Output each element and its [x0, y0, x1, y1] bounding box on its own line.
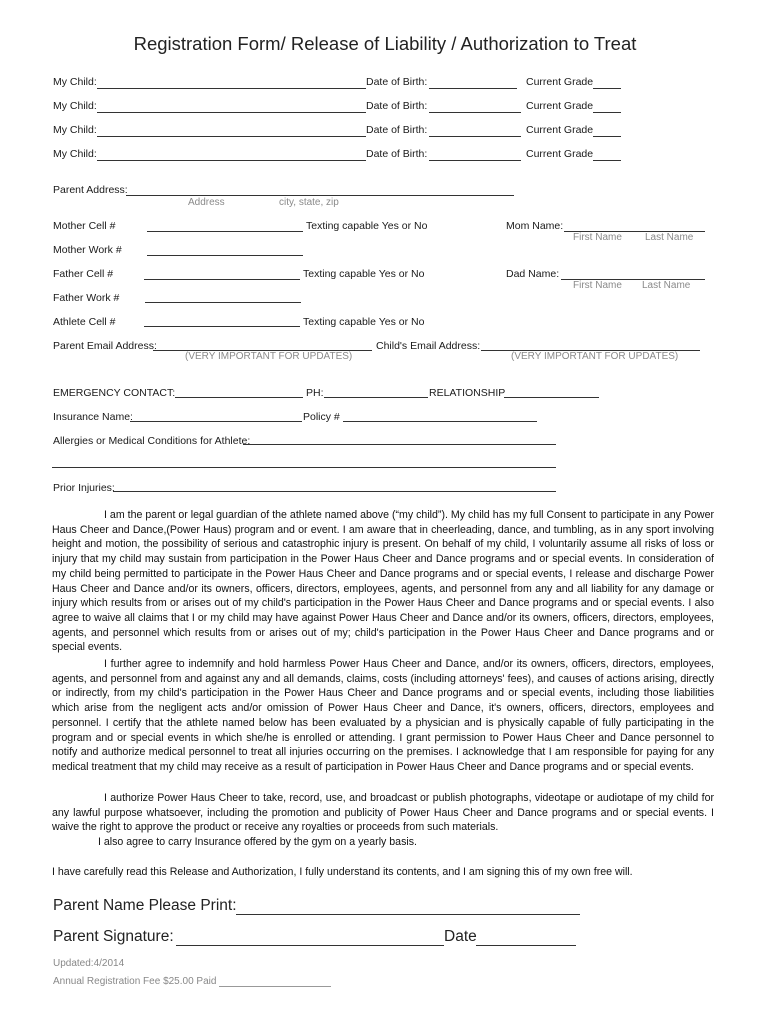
date-field[interactable]: [476, 945, 576, 946]
registration-fee-label: Annual Registration Fee $25.00 Paid: [53, 976, 217, 987]
dob-label: Date of Birth:: [366, 100, 428, 112]
parent-email-note: (VERY IMPORTANT FOR UPDATES): [185, 351, 353, 362]
father-work-label: Father Work #: [53, 292, 120, 304]
release-paragraph-2: I further agree to indemnify and hold harmless Power Haus Cheer and Dance, and/or its owners, officers, directors, employees, agents, and personnel from and against any and all demands, claims, costs (including attorneys' fees), and causes of actions arising, directly or indirectly, from my child's participation in the Power Haus Cheer and Dance programs and or special events, including those liabilities which arise from the negligent acts and/or omission of Power Haus Cheer and Dance, it's owners, officers, directors, employees and personnel. I certify that the athlete named below has been evaluated by a physician and is physically capable of fully participating in the program and or special events in which she/he is enrolled or attending. I grant permission to Power Haus Cheer and Dance personnel to notify and authorize medical personnel to treat all injuries occurring on the premises. I acknowledge that I am responsible for paying for any medical treatment that my child may receive as a result of participation in Power Haus Cheer and Dance programs and or special events.: [52, 658, 714, 773]
child-name-field[interactable]: [97, 88, 366, 89]
father-texting-label: Texting capable Yes or No: [303, 268, 425, 280]
dob-label: Date of Birth:: [366, 124, 428, 136]
child-label: My Child:: [53, 76, 97, 88]
phone-label: PH:: [306, 387, 324, 399]
grade-label: Current Grade: [526, 76, 594, 88]
child-name-field[interactable]: [97, 136, 366, 137]
dob-label: Date of Birth:: [366, 76, 428, 88]
grade-label: Current Grade: [526, 124, 594, 136]
acknowledgement-statement: I have carefully read this Release and Authorization, I fully understand its contents, and I am signing this of my own free will.: [52, 866, 633, 878]
parent-signature-field[interactable]: [176, 945, 444, 946]
allergies-label: Allergies or Medical Conditions for Athlete:: [53, 435, 251, 447]
policy-field[interactable]: [343, 421, 537, 422]
insurance-agreement: I also agree to carry Insurance offered by the gym on a yearly basis.: [98, 836, 417, 848]
parent-name-print-field[interactable]: [236, 914, 580, 915]
mother-cell-label: Mother Cell #: [53, 220, 116, 232]
child-label: My Child:: [53, 124, 97, 136]
grade-field[interactable]: [593, 160, 621, 161]
father-cell-label: Father Cell #: [53, 268, 114, 280]
grade-label: Current Grade: [526, 100, 594, 112]
athlete-cell-field[interactable]: [144, 326, 300, 327]
release-paragraph-1: I am the parent or legal guardian of the athlete named above (“my child”). My child has my full Consent to participate in any Power Haus Cheer and Dance,(Power Haus) program and or event. I am aware that in cheerleading, dance, and tumbling, as in any sport involving height and motion, the possibility of serious and catastrophic injury is present. On behalf of my child, I voluntarily assume all risks of loss or injury that my child may sustain from participation in the Power Haus Cheer and Dance programs and or special events. In consideration of my child being permitted to participate in the Power Haus Cheer and Dance programs and or special events, I release and discharge Power Haus Cheer and Dance and/or its owners, officers, directors, employees, agents, and personnel from any and all liability for any damage or injury which results from or arises out of my child's participation in the Power Haus Cheer and Dance programs and or special events. I also agree to waive all claims that I or my child may have against Power Haus Cheer and Dance and/or its owners, officers, directors, employees, agents, and personnel which results from or arises out of my; child's participation in the Power Haus Cheer and Dance programs and or special events.: [52, 509, 714, 654]
mom-last-name-hint: Last Name: [645, 232, 694, 243]
mother-work-field[interactable]: [147, 255, 303, 256]
dob-field[interactable]: [429, 160, 521, 161]
insurance-field[interactable]: [130, 421, 302, 422]
dad-last-name-hint: Last Name: [642, 280, 691, 291]
dad-name-label: Dad Name:: [506, 268, 560, 280]
address-hint: Address: [188, 197, 225, 208]
child-email-label: Child's Email Address:: [376, 340, 481, 352]
allergies-field-line-2[interactable]: [52, 467, 556, 468]
parent-name-print-label: Parent Name Please Print:: [53, 897, 237, 914]
photo-release-paragraph: I authorize Power Haus Cheer to take, record, use, and broadcast or publish photographs, videotape or audiotape of my child for any lawful purpose whatsoever, including the promotion and publicity of Power Haus Cheer and Dance programs and or special events. I waive the right to approve the product or receive any royalties or proceeds from such materials.: [52, 792, 714, 834]
parent-signature-label: Parent Signature:: [53, 928, 174, 945]
grade-field[interactable]: [593, 136, 621, 137]
father-cell-field[interactable]: [144, 279, 300, 280]
parent-address-label: Parent Address:: [53, 184, 128, 196]
dad-first-name-hint: First Name: [573, 280, 622, 291]
mom-name-label: Mom Name:: [506, 220, 564, 232]
child-label: My Child:: [53, 148, 97, 160]
parent-email-label: Parent Email Address:: [53, 340, 157, 352]
grade-label: Current Grade: [526, 148, 594, 160]
phone-field[interactable]: [324, 397, 428, 398]
policy-label: Policy #: [303, 411, 340, 423]
grade-field[interactable]: [593, 112, 621, 113]
dob-field[interactable]: [429, 136, 521, 137]
relationship-field[interactable]: [504, 397, 599, 398]
child-email-note: (VERY IMPORTANT FOR UPDATES): [511, 351, 679, 362]
athlete-texting-label: Texting capable Yes or No: [303, 316, 425, 328]
emergency-contact-label: EMERGENCY CONTACT:: [53, 387, 176, 399]
allergies-field[interactable]: [243, 444, 556, 445]
child-name-field[interactable]: [97, 112, 366, 113]
updated-date: Updated:4/2014: [53, 958, 125, 969]
father-work-field[interactable]: [145, 302, 301, 303]
mom-first-name-hint: First Name: [573, 232, 622, 243]
relationship-label: RELATIONSHIP: [429, 387, 506, 399]
city-state-zip-hint: city, state, zip: [279, 197, 339, 208]
grade-field[interactable]: [593, 88, 621, 89]
dob-field[interactable]: [429, 112, 521, 113]
mother-cell-field[interactable]: [147, 231, 303, 232]
emergency-contact-field[interactable]: [175, 397, 303, 398]
prior-injuries-field[interactable]: [113, 491, 556, 492]
registration-fee-paid-field[interactable]: [219, 986, 331, 987]
insurance-label: Insurance Name:: [53, 411, 133, 423]
child-name-field[interactable]: [97, 160, 366, 161]
mother-texting-label: Texting capable Yes or No: [306, 220, 428, 232]
form-title: Registration Form/ Release of Liability / Authorization to Treat: [133, 33, 637, 54]
prior-injuries-label: Prior Injuries:: [53, 482, 115, 494]
mother-work-label: Mother Work #: [53, 244, 122, 256]
dob-field[interactable]: [429, 88, 517, 89]
child-label: My Child:: [53, 100, 97, 112]
athlete-cell-label: Athlete Cell #: [53, 316, 116, 328]
dob-label: Date of Birth:: [366, 148, 428, 160]
date-label: Date: [444, 928, 477, 945]
parent-address-field[interactable]: [126, 195, 514, 196]
